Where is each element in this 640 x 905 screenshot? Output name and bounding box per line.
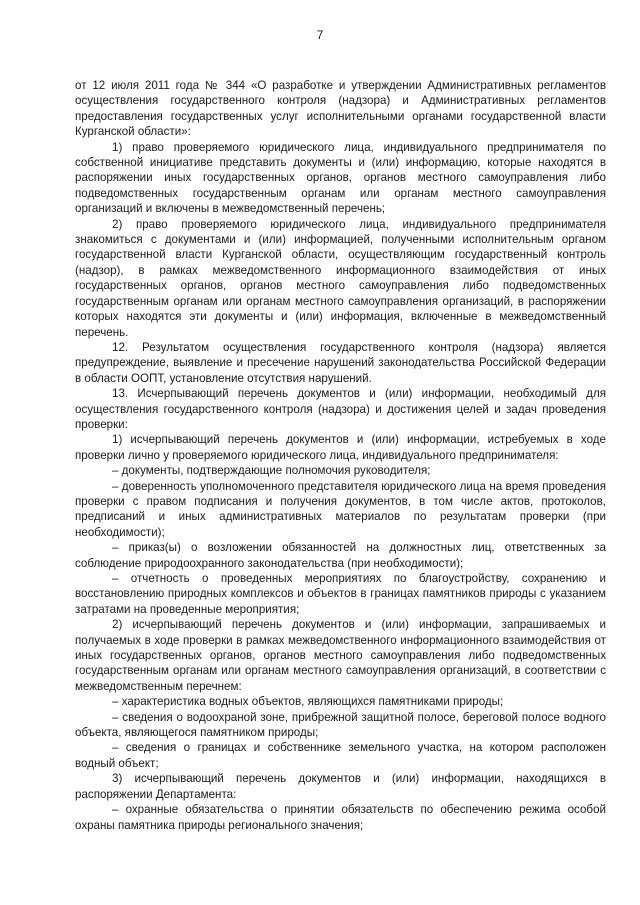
list-item: – охранные обязательства о принятии обязательств по обеспечению режима особой охраны памятника природы регионального значения; [75, 803, 606, 832]
list-item: – характеристика водных объектов, являющихся памятниками природы; [112, 695, 504, 709]
list-item: – сведения о границах и собственнике земельного участка, на котором расположен водный объект; [75, 741, 606, 770]
paragraph-item-13: 13. Исчерпывающий перечень документов и (или) информации, необходимый для осуществления государственного контроля (надзора) и достижения целей и задач проведения проверки: [75, 387, 606, 431]
paragraph-list-1: 1) исчерпывающий перечень документов и (или) информации, истребуемых в ходе проверки лично у проверяемого юридического лица, индивидуального предпринимателя: [75, 433, 606, 462]
paragraph-list-3: 3) исчерпывающий перечень документов и (или) информации, находящихся в распоряжении Департамента: [75, 772, 606, 801]
document-body [75, 78, 606, 833]
list-item: – отчетность о проведенных мероприятиях по благоустройству, сохранению и восстановлению природных комплексов и объектов в границах памятников природы с указанием затратами на проведенные мероприятия; [75, 572, 606, 616]
paragraph-right-1: 1) право проверяемого юридического лица, индивидуального предпринимателя по собственной инициативе представить документы и (или) информацию, которые находятся в распоряжении иных государственных органов, органов местного самоуправления либо подведомственных государственным органам или органам местного самоуправления организаций и включены в межведомственный перечень; [75, 140, 606, 216]
list-item: – доверенность уполномоченного представителя юридического лица на время проведения проверки с правом подписания и получения документов, в том числе актов, протоколов, предписаний и иных административных материалов по результатам проверки (при необходимости); [75, 479, 606, 539]
list-item: – приказ(ы) о возложении обязанностей на должностных лиц, ответственных за соблюдение природоохранного законодательства (при необходимости); [75, 541, 606, 570]
paragraph-list-2: 2) исчерпывающий перечень документов и (или) информации, запрашиваемых и получаемых в ходе проверки в рамках межведомственного информационного взаимодействия от иных государственных органов, органов местного самоуправления либо подведомственных государственным органам или органам местного самоуправления организаций, в соответствии с межведомственным перечнем: [75, 618, 606, 693]
list-item: – документы, подтверждающие полномочия руководителя; [112, 464, 431, 478]
paragraph-right-2: 2) право проверяемого юридического лица, индивидуального предпринимателя знакомиться с документами и (или) информацией, полученными исполнительным органом государственной власти Курганской области, осуществляющим государственный контроль (надзор), в рамках межведомственного информационного взаимодействия от иных государственных органов, органов местного самоуправления либо подведомственных государственным органам или органам местного самоуправления организаций, в распоряжении которых находятся эти документы и (или) информация, включенные в межведомственный перечень. [75, 217, 606, 339]
page-number: 7 [316, 28, 324, 42]
paragraph-item-12: 12. Результатом осуществления государственного контроля (надзора) является предупреждение, выявление и пресечение нарушений законодательства Российской Федерации в области ООПТ, установление отсутствия нарушений. [75, 340, 606, 385]
list-item: – сведения о водоохраной зоне, прибрежной защитной полосе, береговой полосе водного объекта, являющегося памятником природы; [75, 710, 606, 740]
paragraph-continuation: от 12 июля 2011 года № 344 «О разработке и утверждении Административных регламентов осуществления государственного контроля (надзора) и Административных регламентов предоставления государственных услуг исполнительными органами государственной власти Курганской области»: [75, 79, 606, 139]
